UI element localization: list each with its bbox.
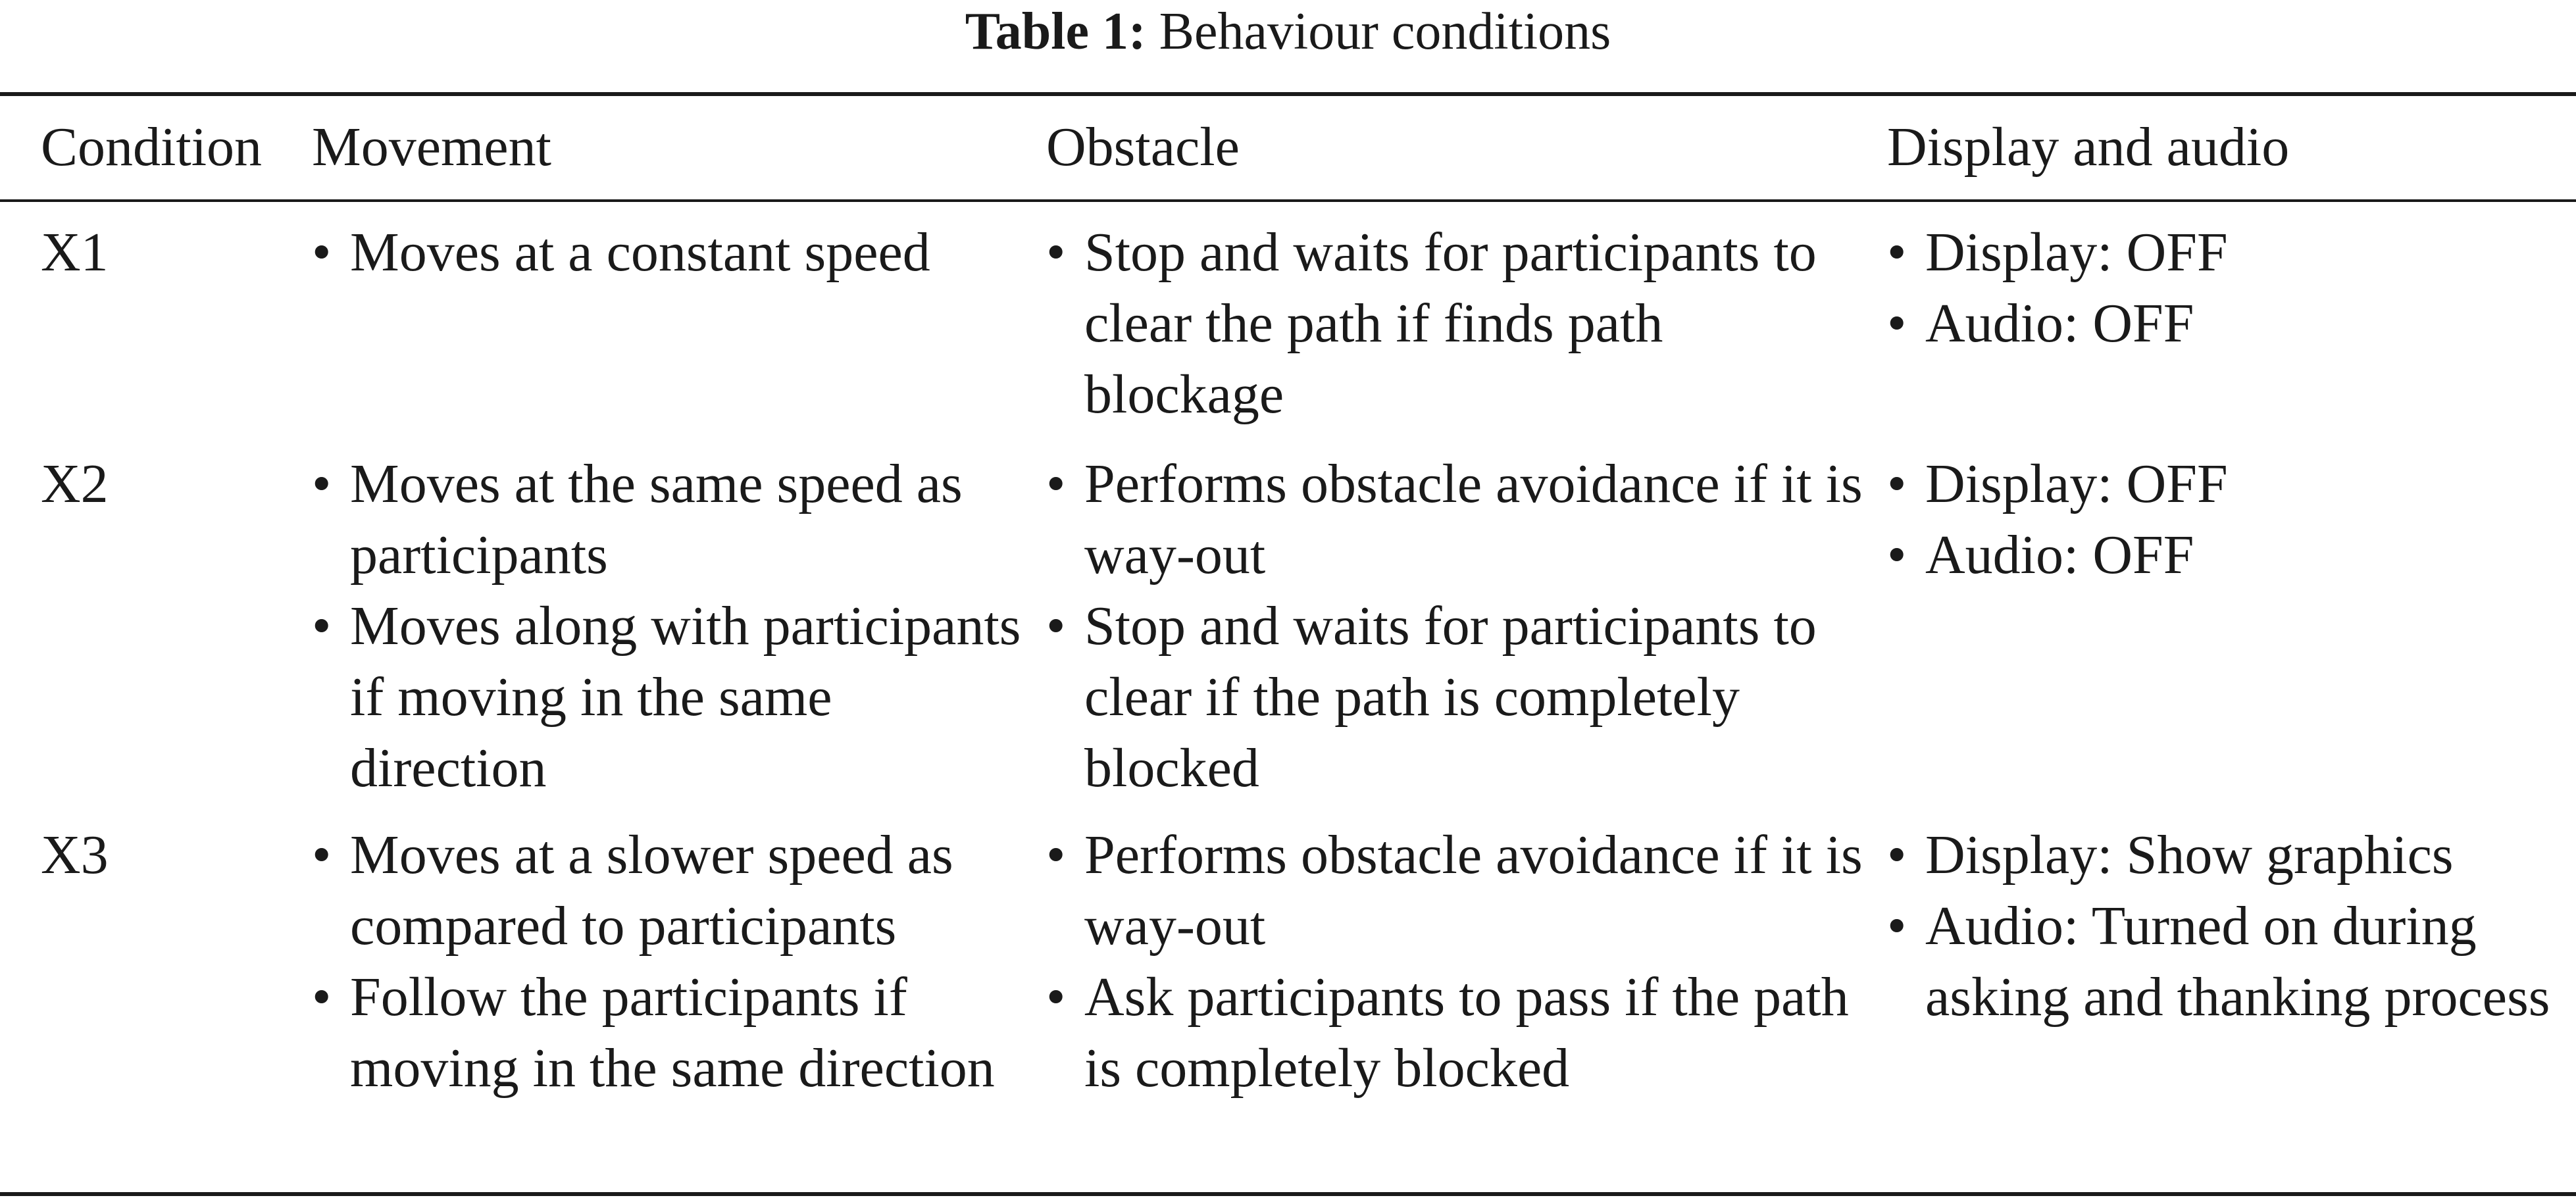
list-item bbox=[1887, 820, 2571, 891]
row-1-obstacle bbox=[1046, 217, 1875, 430]
list-item bbox=[1046, 217, 1875, 430]
bottom-rule bbox=[0, 1192, 2576, 1196]
list-item bbox=[312, 217, 1036, 288]
bullet-text: Moves at a constant speed bbox=[350, 222, 930, 283]
bullet-text: Audio: OFF bbox=[1925, 293, 2194, 354]
row-1-display-audio bbox=[1887, 217, 2571, 359]
list-item bbox=[312, 962, 1036, 1104]
list-item bbox=[1887, 449, 2571, 520]
bullet-dot: • bbox=[1046, 595, 1066, 657]
row-2-obstacle bbox=[1046, 449, 1875, 804]
bullet-dot: • bbox=[1887, 222, 1907, 283]
bullet-text: Audio: OFF bbox=[1925, 524, 2194, 586]
header-movement: Movement bbox=[312, 116, 551, 178]
bullet-text: Audio: Turned on during asking and thanking process bbox=[1925, 895, 2550, 1028]
row-3-condition: X3 bbox=[41, 824, 109, 886]
row-2-display-audio bbox=[1887, 449, 2571, 591]
bullet-dot: • bbox=[1887, 824, 1907, 886]
table-caption bbox=[0, 0, 2576, 63]
bullet-text: Performs obstacle avoidance if it is way-out bbox=[1084, 453, 1863, 586]
bullet-dot: • bbox=[1046, 453, 1066, 514]
bullet-dot: • bbox=[1887, 895, 1907, 957]
row-2-condition: X2 bbox=[41, 453, 109, 514]
bullet-text: Ask participants to pass if the path is completely blocked bbox=[1084, 966, 1849, 1099]
list-item bbox=[1046, 820, 1875, 962]
caption-title: Behaviour conditions bbox=[1159, 3, 1611, 61]
bullet-text: Moves at the same speed as participants bbox=[350, 453, 963, 586]
bullet-dot: • bbox=[312, 595, 332, 657]
row-1-condition: X1 bbox=[41, 222, 109, 283]
bullet-dot: • bbox=[1046, 966, 1066, 1028]
bullet-text: Stop and waits for participants to clear if the path is completely blocked bbox=[1084, 595, 1817, 799]
row-3-movement bbox=[312, 820, 1036, 1104]
bullet-text: Follow the participants if moving in the same direction bbox=[350, 966, 995, 1099]
bullet-dot: • bbox=[1887, 453, 1907, 514]
list-item bbox=[312, 591, 1036, 804]
list-item bbox=[1046, 449, 1875, 591]
list-item bbox=[1887, 891, 2571, 1033]
list-item bbox=[1046, 962, 1875, 1104]
header-rule bbox=[0, 199, 2576, 202]
bullet-dot: • bbox=[1046, 824, 1066, 886]
top-rule bbox=[0, 92, 2576, 96]
header-obstacle: Obstacle bbox=[1046, 116, 1240, 178]
row-3-display-audio bbox=[1887, 820, 2571, 1033]
bullet-text: Display: OFF bbox=[1925, 222, 2228, 283]
header-condition: Condition bbox=[41, 116, 263, 178]
bullet-dot: • bbox=[312, 453, 332, 514]
bullet-dot: • bbox=[1887, 293, 1907, 354]
bullet-text: Moves along with participants if moving in the same direction bbox=[350, 595, 1021, 799]
bullet-dot: • bbox=[1046, 222, 1066, 283]
row-1-movement bbox=[312, 217, 1036, 288]
bullet-text: Moves at a slower speed as compared to participants bbox=[350, 824, 953, 957]
bullet-dot: • bbox=[1887, 524, 1907, 586]
list-item bbox=[1887, 288, 2571, 359]
bullet-text: Stop and waits for participants to clear the path if finds path blockage bbox=[1084, 222, 1817, 425]
bullet-text: Display: Show graphics bbox=[1925, 824, 2454, 886]
row-2-movement bbox=[312, 449, 1036, 804]
caption-label: Table 1: bbox=[965, 3, 1146, 61]
list-item bbox=[312, 820, 1036, 962]
list-item bbox=[1887, 520, 2571, 591]
bullet-text: Performs obstacle avoidance if it is way-out bbox=[1084, 824, 1863, 957]
list-item bbox=[1887, 217, 2571, 288]
bullet-text: Display: OFF bbox=[1925, 453, 2228, 514]
header-display-audio: Display and audio bbox=[1887, 116, 2290, 178]
bullet-dot: • bbox=[312, 222, 332, 283]
bullet-dot: • bbox=[312, 824, 332, 886]
bullet-dot: • bbox=[312, 966, 332, 1028]
list-item bbox=[1046, 591, 1875, 804]
row-3-obstacle bbox=[1046, 820, 1875, 1104]
list-item bbox=[312, 449, 1036, 591]
